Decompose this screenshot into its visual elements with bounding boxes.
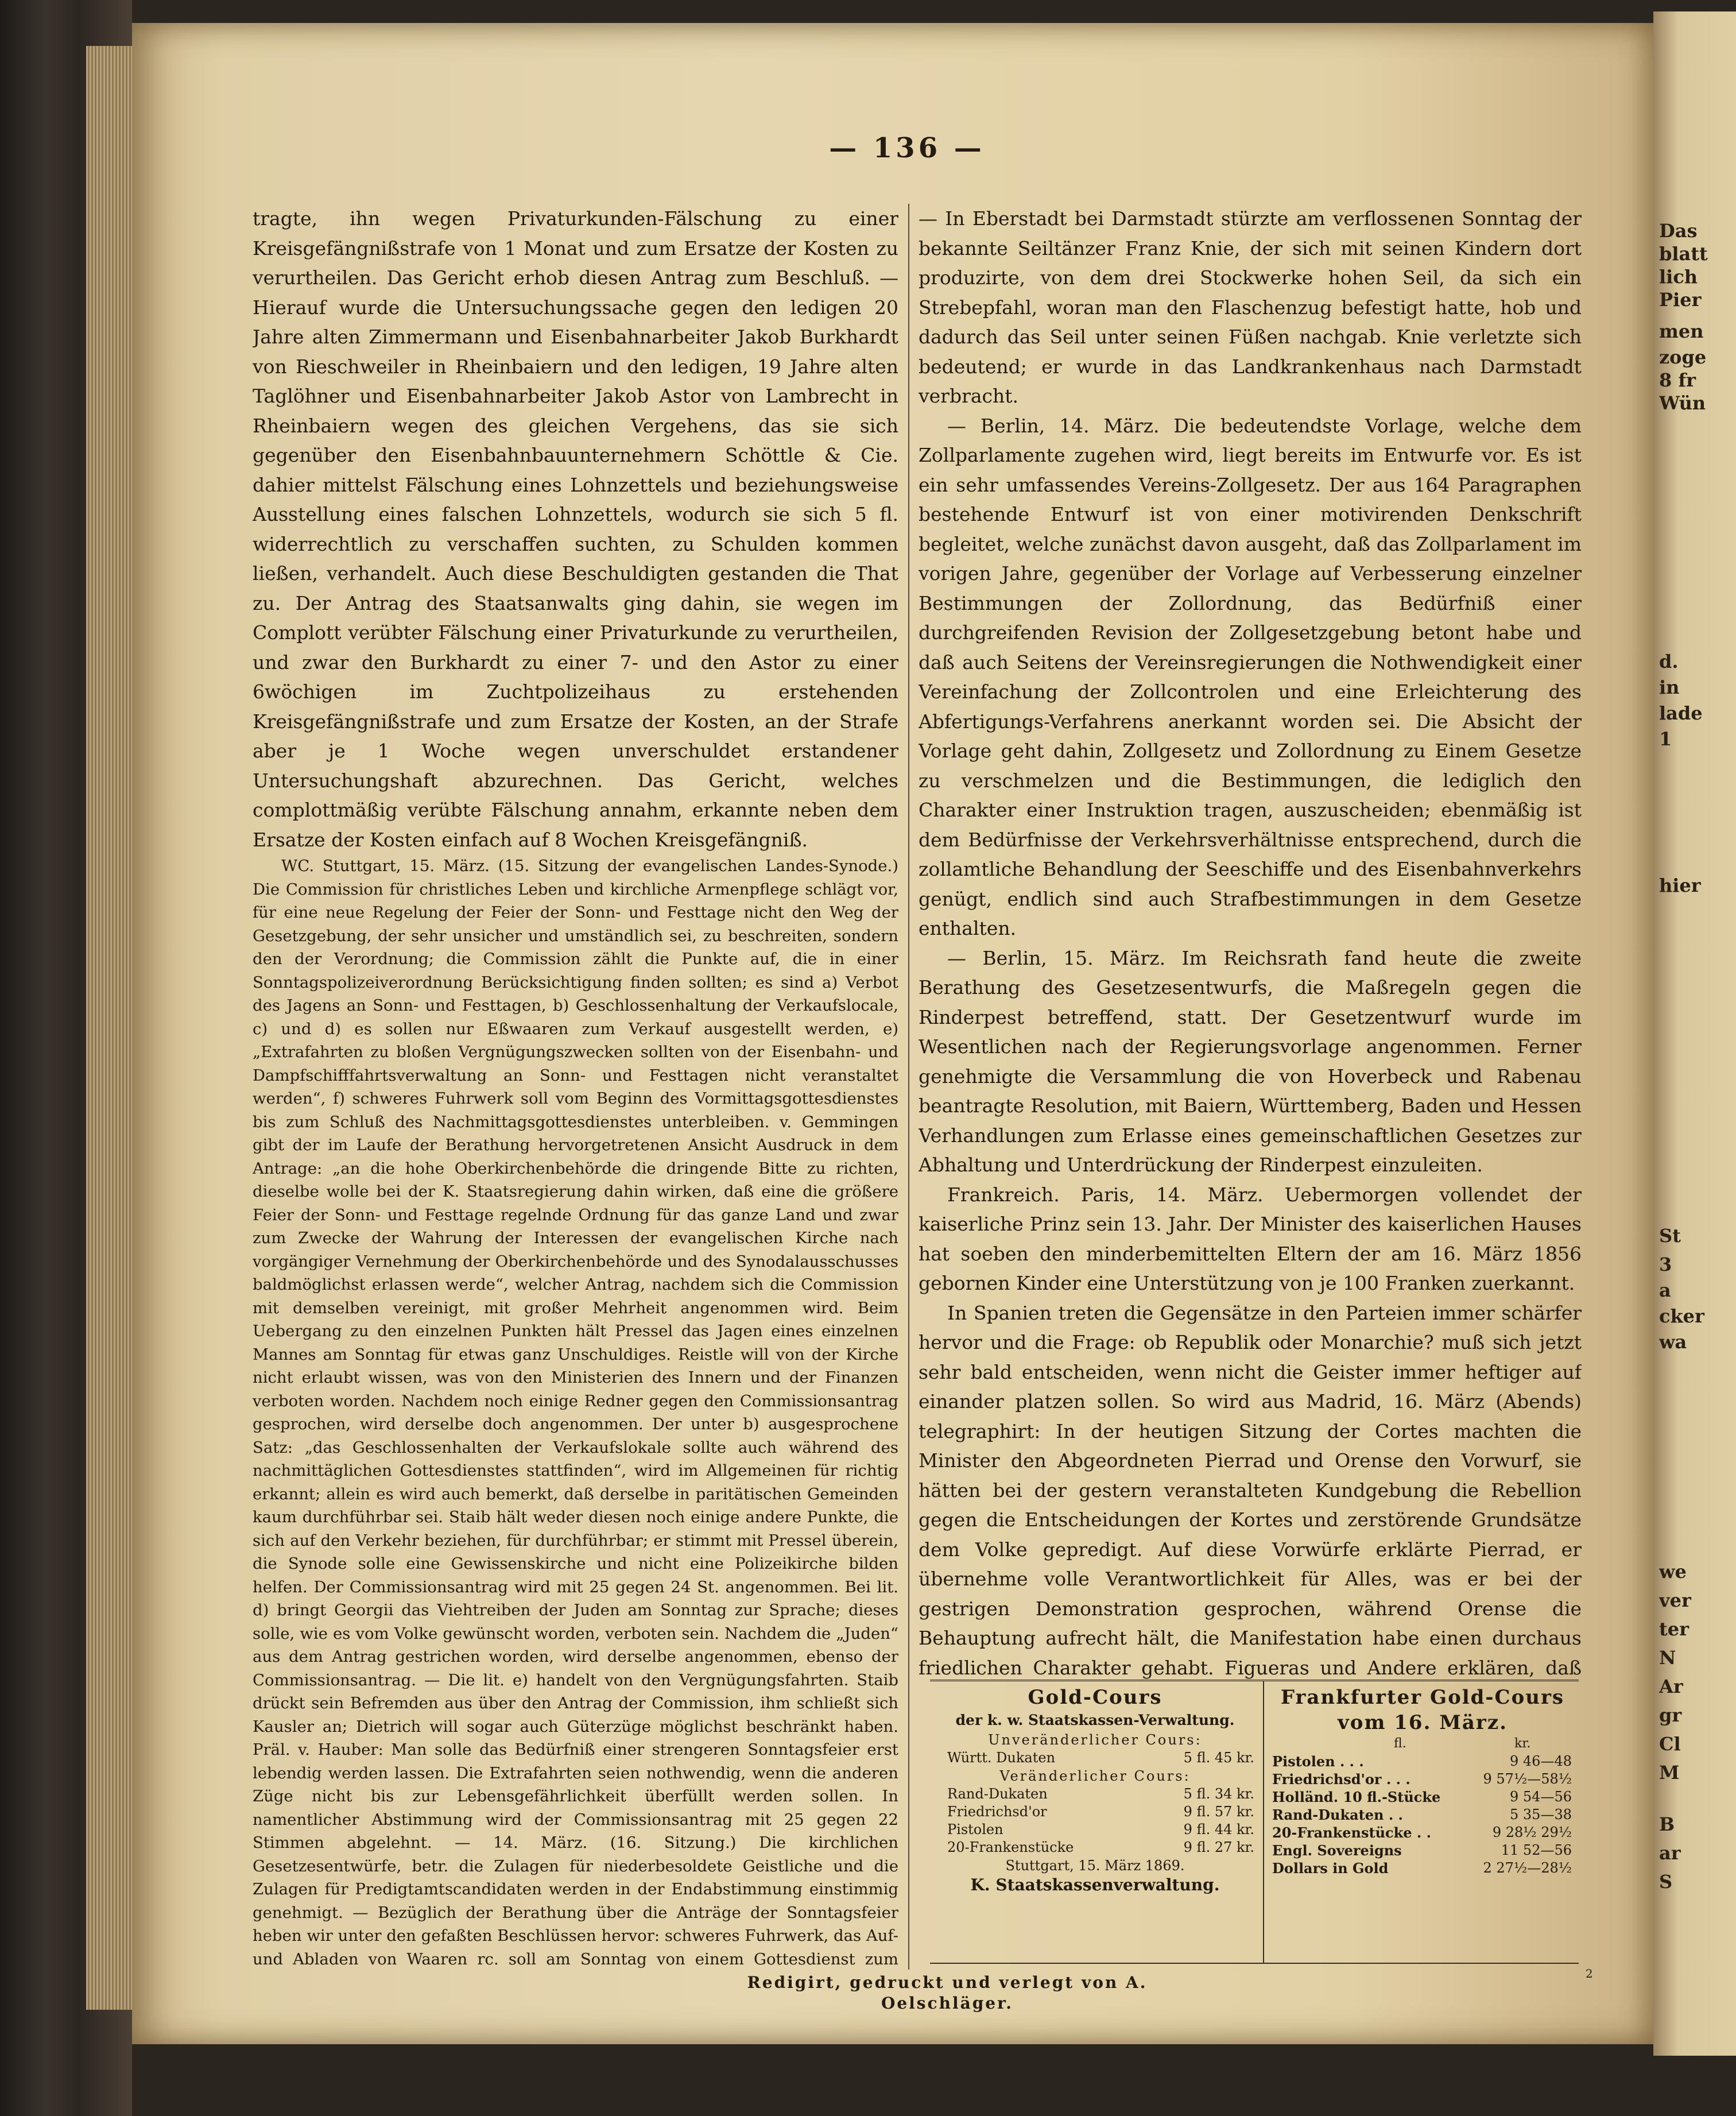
adjacent-page [1653, 11, 1736, 2056]
coin-name: Engl. Sovereigns [1272, 1842, 1402, 1859]
adjacent-page-fragment: ver [1659, 1589, 1691, 1611]
coin-name: Holländ. 10 fl.-Stücke [1272, 1789, 1441, 1805]
section-heading: Veränderlicher Cours: [999, 1768, 1191, 1784]
article-paragraph: — Berlin, 15. März. Im Reichsrath fand heute die zweite Berathung des Gesetzesentwurfs, die Maßregeln gegen die Rinderpest betreffend, statt. Der Gesetzentwurf wurde im Wesentlichen nach der Regierungsvorlage angenommen. Ferner genehmigte die Versammlung die von Hoverbeck und Rabenau beantragte Resolution, mit Baiern, Württemberg, Baden und Hessen Verhandlungen zum Erlasse eines gemeinschaftlichen Gesetzes zur Abhaltung und Unterdrückung der Rinderpest einzuleiten. [919, 946, 1582, 1176]
adjacent-page-fragment: N [1659, 1647, 1676, 1669]
table-row [930, 1803, 1260, 1821]
table-row [930, 1821, 1260, 1839]
table-row [930, 1785, 1260, 1803]
adjacent-page-fragment: S [1659, 1871, 1673, 1893]
signature-mark: 2 [1586, 1967, 1593, 1980]
table-row [930, 1749, 1260, 1767]
coin-rate: 9 28½ 29½ [1492, 1824, 1572, 1840]
adjacent-page-fragment: wa [1659, 1331, 1687, 1353]
table-row [1268, 1824, 1578, 1842]
signature: K. Staatskassenverwaltung. [970, 1875, 1220, 1894]
adjacent-page-fragment: lade [1659, 702, 1703, 724]
table-title: Gold-Cours [1028, 1686, 1162, 1709]
adjacent-page-fragment: 3 [1659, 1254, 1672, 1275]
coin-rate: 2 27½—28½ [1483, 1860, 1572, 1876]
table-row [1268, 1859, 1578, 1877]
adjacent-page-fragment: 1 [1659, 728, 1672, 750]
coin-rate: 9 fl. 27 kr. [1183, 1839, 1254, 1855]
adjacent-page-fragment: Wün [1659, 392, 1706, 414]
coin-rate: 9 46—48 [1510, 1753, 1572, 1769]
adjacent-page-fragment: M [1659, 1762, 1680, 1784]
gold-cours-tables [930, 1680, 1579, 1964]
column-divider [908, 204, 909, 1970]
coin-name: Württ. Dukaten [947, 1750, 1056, 1766]
adjacent-page-fragment: in [1659, 676, 1680, 698]
imprint: Redigirt, gedruckt und verlegt von A. Oelschläger. [747, 1973, 1148, 2013]
coin-rate: 9 57½—58½ [1483, 1771, 1572, 1787]
gold-cours-stuttgart [930, 1685, 1260, 1895]
table-row [930, 1839, 1260, 1856]
adjacent-page-fragment: 8 fr [1659, 369, 1696, 391]
adjacent-page-fragment: a [1659, 1279, 1671, 1301]
coin-name: Friedrichsd'or [947, 1804, 1047, 1820]
right-column [919, 204, 1582, 1682]
table-title: Frankfurter Gold-Cours [1280, 1686, 1565, 1709]
adjacent-page-fragment: B [1659, 1813, 1675, 1835]
place-date: Stuttgart, 15. März 1869. [1005, 1858, 1185, 1874]
coin-rate: 5 fl. 45 kr. [1183, 1750, 1254, 1766]
column-headers [1268, 1735, 1578, 1753]
coin-name: 20-Frankenstücke . . [1272, 1824, 1431, 1841]
coin-name: Pistolen . . . [1272, 1753, 1364, 1770]
table-subtitle: vom 16. März. [1338, 1711, 1508, 1734]
article-paragraph: — Berlin, 14. März. Die bedeutendste Vorlage, welche dem Zollparlamente zugehen wird, liegt bereits im Entwurfe vor. Es ist ein sehr umfassendes Vereins-Zollgesetz. Der aus 164 Paragraphen bestehende Entwurf ist von einer motivirenden Denkschrift begleitet, welche zunächst davon ausgeht, daß das Zollparlament im vorigen Jahre, gegenüber der Vorlage auf Verbesserung einzelner Bestimmungen der Zollordnung, das Bedürfniß einer durchgreifenden Revision der Zollgesetzgebung betont habe und daß auch Seitens der Vereinsregierungen die Nothwendigkeit einer Vereinfachung der Zollcontrolen und eine Erleichterung des Abfertigungs-Verfahrens anerkannt worden sei. Die Absicht der Vorlage geht dahin, Zollgesetz und Zollordnung zu Einem Gesetze zu verschmelzen und die Bestimmungen, die lediglich den Charakter einer Instruktion tragen, auszuscheiden; ebenmäßig ist dem Bedürfnisse der Verkehrsverhältnisse entsprechend, durch die zollamtliche Behandlung der Seeschiffe und des Eisenbahnverkehrs genügt, endlich sind auch Strafbestimmungen in dem Gesetze enthalten. [919, 414, 1582, 939]
table-subtitle: der k. w. Staatskassen-Verwaltung. [955, 1712, 1235, 1728]
adjacent-page-fragment: Cl [1659, 1733, 1681, 1755]
table-divider [1263, 1681, 1264, 1963]
coin-rate: 9 fl. 44 kr. [1183, 1821, 1254, 1838]
adjacent-page-fragment: ter [1659, 1618, 1689, 1640]
adjacent-page-fragment: Ar [1659, 1676, 1683, 1697]
page-edges [86, 46, 138, 2010]
table-row [1268, 1806, 1578, 1824]
coin-rate: 5 fl. 34 kr. [1183, 1786, 1254, 1802]
adjacent-page-fragment: hier [1659, 875, 1701, 896]
table-row [1268, 1770, 1578, 1788]
adjacent-page-fragment: lich [1659, 266, 1698, 288]
adjacent-page-fragment: cker [1659, 1305, 1704, 1327]
coin-rate: 11 52—56 [1501, 1842, 1572, 1858]
coin-rate: 9 54—56 [1510, 1789, 1572, 1805]
table-row [1268, 1842, 1578, 1859]
header-kr: kr. [1514, 1736, 1531, 1751]
article-paragraph: In Spanien treten die Gegensätze in den Parteien immer schärfer hervor und die Frage: ob Republik oder Monarchie? muß sich jetzt sehr bald entscheiden, wenn nicht die Geister immer heftiger auf einander platzen sollen. So wird aus Madrid, 16. März (Abends) telegraphirt: In der heutigen Sitzung der Cortes machten die Minister den Abgeordneten Pierrad und Orense den Vorwurf, sie hätten bei der gestern veranstalteten Kundgebung die Rebellion gegen die Entscheidungen der Kortes und zerstörende Grundsätze dem Volke gepredigt. Auf diese Vorwürfe erklärte Pierrad, er übernehme volle Verantwortlichkeit für Alles, was er bei der gestrigen Demonstration gesprochen, während Orense die Behauptung aufrecht hält, die Manifestation habe einen durchaus friedlichen Charakter gehabt. Figueras und Andere erklären, daß [919, 1301, 1582, 1679]
adjacent-page-fragment: St [1659, 1225, 1681, 1247]
adjacent-page-fragment: zoge [1659, 346, 1707, 368]
table-row [1268, 1753, 1578, 1770]
adjacent-page-fragment: blatt [1659, 243, 1708, 265]
adjacent-page-fragment: Das [1659, 220, 1698, 242]
coin-name: Friedrichsd'or . . . [1272, 1771, 1410, 1788]
article-paragraph: WC. Stuttgart, 15. März. (15. Sitzung der evangelischen Landes-Synode.) Die Commission für christliches Leben und kirchliche Armenpflege schlägt vor, für eine neue Regelung der Feier der Sonn- und Festtage nicht den Weg der Gesetzgebung, der sehr unsicher und umständlich sei, zu beschreiten, sondern den der Verordnung; die Commission zählt die Punkte auf, die in einer Sonntagspolizeiverordnung Berücksichtigung finden sollten; es sind a) Verbot des Jagens an Sonn- und Festtagen, b) Geschlossenhaltung der Verkaufslocale, c) und d) es sollen nur Eßwaaren zum Verkauf ausgestellt werden, e) „Extrafahrten zu bloßen Vergnügungszwecken sollten von der Eisenbahn- und Dampfschifffahrtsverwaltung an Sonn- und Festtagen nicht veranstaltet werden“, f) schweres Fuhrwerk soll vom Beginn des Vormittagsgottesdienstes bis zum Schluß des Nachmittagsgottesdienstes unterbleiben. v. Gemmingen gibt der im Laufe der Berathung hervorgetretenen Ansicht Ausdruck in dem Antrage: „an die hohe Oberkirchenbehörde die dringende Bitte zu richten, dieselbe wolle bei der K. Staatsregierung dahin wirken, daß eine die größere Feier der Sonn- und Festtage regelnde Ordnung für das ganze Land und zwar zum Zwecke der Wahrung der Interessen der evangelischen Kirche nach vorgängiger Vernehmung der Oberkirchenbehörde und des Synodalausschusses baldmöglichst erlassen werde“, welcher Antrag, nachdem sich die Commission mit demselben vereinigt, mit großer Mehrheit angenommen wird. Beim Uebergang zu den einzelnen Punkten hält Pressel das Jagen eines einzelnen Mannes am Sonntag für etwas ganz Unschuldiges. Reistle will von der Kirche nicht erlaubt wissen, was von den Ministerien des Innern und der Finanzen verboten worden. Nachdem noch einige Redner gegen den Commissionsantrag gesprochen, wird derselbe doch angenommen. Der unter b) ausgesprochene Satz: „das Geschlossenhalten der Verkaufslokale sollte auch während des nachmittäglichen Gottesdienstes stattfinden“, wird im Allgemeinen für richtig erkannt; allein es wird auch bemerkt, daß derselbe in paritätischen Gemeinden kaum durchführbar sei. Staib hält weder diesen noch einige andere Punkte, die sich auf den Verkehr beziehen, für durchführbar; er stimmt mit Pressel überein, die Synode solle eine Gewissenskirche und nicht eine Polizeikirche bilden helfen. Der Commissionsantrag wird mit 25 gegen 24 St. angenommen. Bei lit. d) bringt Georgii das Viehtreiben der Juden am Sonntag zur Sprache; dieses solle, wie es vom Volke gewünscht worden, verboten sein. Nachdem die „Juden“ aus dem Antrag gestrichen worden, wird derselbe angenommen, ebenso der Commissionsantrag. — Die lit. e) handelt von den Vergnügungsfahrten. Staib drückt sein Befremden aus über den Antrag der Commission, ihm schließt sich Kausler an; Dietrich will sogar auch Güterzüge möglichst beschränkt haben. Präl. v. Hauber: Man solle das Bedürfniß einer strengeren Sonntagsfeier erst lebendig werden lassen. Die Extrafahrten seien nothwendig, wenn die anderen Züge nicht bis zur Lebensgefährlichkeit überfüllt werden sollen. In namentlicher Abstimmung wird der Commissionsantrag mit 25 gegen 22 Stimmen abgelehnt. — 14. März. (16. Sitzung.) Die kirchlichen Gesetzesentwürfe, betr. die Zulagen für niederbesoldete Geistliche und die Zulagen für Predigtamtscandidaten werden in der Endabstimmung einstimmig genehmigt. — Bezüglich der Berathung über die Anträge der Sonntagsfeier heben wir unter den gefaßten Beschlüssen hervor: schweres Fuhrwerk, das Auf- und Abladen von Waaren rc. soll am Sonntag von einem Gottesdienst zum [253, 857, 898, 1968]
page-number: — 136 — [829, 132, 985, 164]
article-paragraph: — In Eberstadt bei Darmstadt stürzte am verflossenen Sonntag der bekannte Seiltänzer Franz Knie, der sich mit seinen Kindern dort produzirte, von dem drei Stockwerke hohen Seil, da sich ein Strebepfahl, woran man den Flaschenzug befestigt hatte, hob und dadurch das Seil unter seinen Füßen nachgab. Knie verletzte sich bedeutend; er wurde in das Landkrankenhaus nach Darmstadt verbracht. [919, 207, 1582, 407]
header-fl: fl. [1394, 1736, 1406, 1751]
coin-name: Dollars in Gold [1272, 1860, 1389, 1877]
adjacent-page-fragment: d. [1659, 651, 1679, 672]
adjacent-page-fragment: men [1659, 320, 1704, 342]
article-paragraph: tragte, ihn wegen Privaturkunden-Fälschung zu einer Kreisgefängnißstrafe von 1 Monat und zum Ersatze der Kosten zu verurtheilen. Das Gericht erhob diesen Antrag zum Beschluß. — Hierauf wurde die Untersuchungssache gegen den ledigen 20 Jahre alten Zimmermann und Eisenbahnarbeiter Jakob Burkhardt von Rieschweiler in Rheinbaiern und den ledigen, 19 Jahre alten Taglöhner und Eisenbahnarbeiter Jakob Astor von Lambrecht in Rheinbaiern wegen des gleichen Vergehens, das sie sich gegenüber den Eisenbahnbauunternehmern Schöttle & Cie. dahier mittelst Fälschung eines Lohnzettels und beziehungsweise Ausstellung eines falschen Lohnzettels, wodurch sie sich 5 fl. widerrechtlich zu verschaffen suchten, zu Schulden kommen ließen, verhandelt. Auch diese Beschuldigten gestanden die That zu. Der Antrag des Staatsanwalts ging dahin, sie wegen im Complott verübter Fälschung einer Privaturkunde zu verurtheilen, und zwar den Burkhardt zu einer 7- und den Astor zu einer 6wöchigen im Zuchtpolizeihaus zu erstehenden Kreisgefängnißstrafe und zum Ersatze der Kosten, an der Strafe aber je 1 Woche wegen unverschuldet erstandener Untersuchungshaft abzurechnen. Das Gericht, welches complottmäßig verübte Fälschung annahm, erkannte neben dem Ersatze der Kosten einfach auf 8 Wochen Kreisgefängniß. [253, 207, 898, 851]
coin-name: 20-Frankenstücke [947, 1839, 1074, 1855]
article-paragraph: Frankreich. Paris, 14. März. Uebermorgen vollendet der kaiserliche Prinz sein 13. Jahr. Der Minister des kaiserlichen Hauses hat soeben den minderbemittelten Eltern der am 16. März 1856 gebornen Kinder eine Unterstützung von je 100 Franken zuerkannt. [919, 1183, 1582, 1294]
coin-name: Pistolen [947, 1821, 1003, 1838]
left-column [253, 204, 898, 1972]
gold-cours-frankfurt [1268, 1685, 1578, 1877]
coin-name: Rand-Dukaten . . [1272, 1806, 1403, 1823]
adjacent-page-fragment: Pier [1659, 289, 1702, 311]
adjacent-page-fragment: gr [1659, 1704, 1682, 1726]
coin-rate: 5 35—38 [1510, 1806, 1572, 1823]
adjacent-page-fragment: we [1659, 1561, 1687, 1583]
coin-name: Rand-Dukaten [947, 1786, 1048, 1802]
adjacent-page-fragment: ar [1659, 1842, 1681, 1864]
coin-rate: 9 fl. 57 kr. [1183, 1804, 1254, 1820]
section-heading: Unveränderlicher Cours: [988, 1732, 1202, 1748]
table-row [1268, 1788, 1578, 1806]
